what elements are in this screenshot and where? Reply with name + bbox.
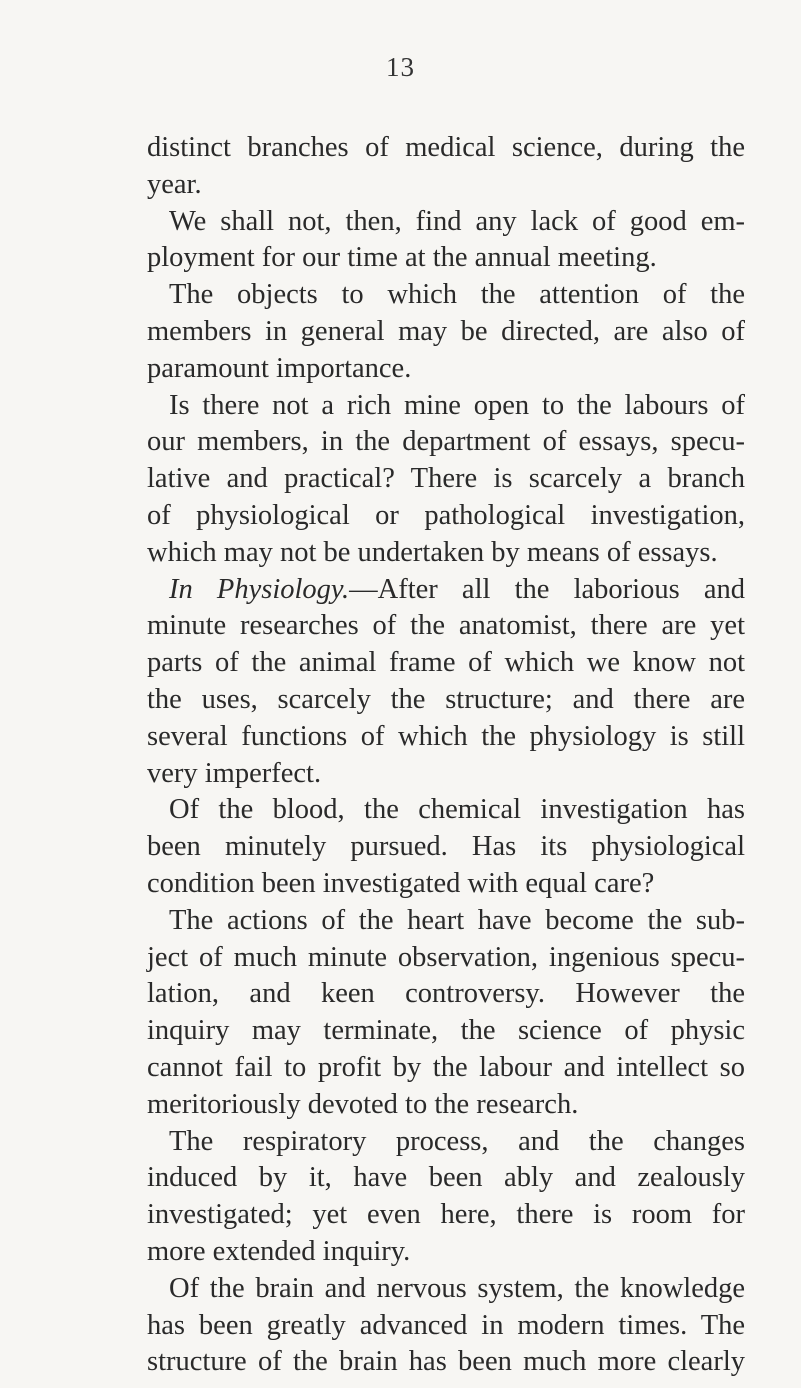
paragraph <box>147 204 745 278</box>
text-line: induced by it, have been ably and zealously <box>147 1162 745 1194</box>
italic-heading: In Physiology. <box>169 573 350 605</box>
text-line: minute researches of the anatomist, there are yet <box>147 610 745 642</box>
text-line: paramount importance. <box>147 352 412 384</box>
text-line: has been greatly advanced in modern times. The <box>147 1309 745 1341</box>
text-line: year. <box>147 168 202 200</box>
text-line: meritoriously devoted to the research. <box>147 1088 579 1120</box>
paragraph <box>147 1271 745 1381</box>
paragraph <box>147 903 745 1124</box>
paragraph <box>147 277 745 387</box>
text-line: inquiry may terminate, the science of physic <box>147 1015 745 1047</box>
paragraph <box>147 130 745 204</box>
paragraph <box>147 572 745 793</box>
page-text <box>147 130 745 1381</box>
text-line: members in general may be directed, are also of <box>147 315 745 347</box>
text-line: our members, in the department of essays, specu- <box>147 426 745 458</box>
line-text: —After all the laborious and <box>349 573 746 605</box>
text-line: distinct branches of medical science, during the <box>147 132 745 163</box>
text-line: several functions of which the physiology is still <box>147 720 745 752</box>
text-line: which may not be undertaken by means of essays. <box>147 536 718 568</box>
text-line: cannot fail to profit by the labour and intellect so <box>147 1051 745 1083</box>
text-line: the uses, scarcely the structure; and there are <box>147 683 745 715</box>
text-line: of physiological or pathological investigation, <box>147 499 745 531</box>
text-line: lation, and keen controversy. However the <box>147 978 745 1010</box>
text-line: The objects to which the attention of the <box>169 279 745 311</box>
text-line: The actions of the heart have become the sub- <box>169 904 745 936</box>
text-line: very imperfect. <box>147 757 322 789</box>
text-line: more extended inquiry. <box>147 1235 411 1267</box>
paragraph <box>147 388 745 572</box>
paragraph <box>147 1124 745 1271</box>
text-line: The respiratory process, and the changes <box>169 1125 745 1157</box>
text-line: been minutely pursued. Has its physiological <box>147 831 745 863</box>
text-line: Of the blood, the chemical investigation has <box>169 794 745 826</box>
text-line: condition been investigated with equal care? <box>147 867 655 899</box>
paragraph <box>147 792 745 902</box>
text-line: lative and practical? There is scarcely a branch <box>147 463 745 495</box>
text-line: Of the brain and nervous system, the knowledge <box>169 1272 745 1304</box>
text-line: Is there not a rich mine open to the labours of <box>169 389 745 421</box>
text-line <box>147 572 745 609</box>
text-line: parts of the animal frame of which we know not <box>147 647 745 679</box>
text-line: structure of the brain has been much more clearly <box>147 1346 745 1378</box>
page-number: 13 <box>386 52 415 82</box>
text-line: We shall not, then, find any lack of good em- <box>169 205 745 237</box>
text-line: ject of much minute observation, ingenious specu- <box>147 941 745 973</box>
text-line: ployment for our time at the annual meeting. <box>147 242 657 274</box>
text-line: investigated; yet even here, there is room for <box>147 1199 745 1231</box>
